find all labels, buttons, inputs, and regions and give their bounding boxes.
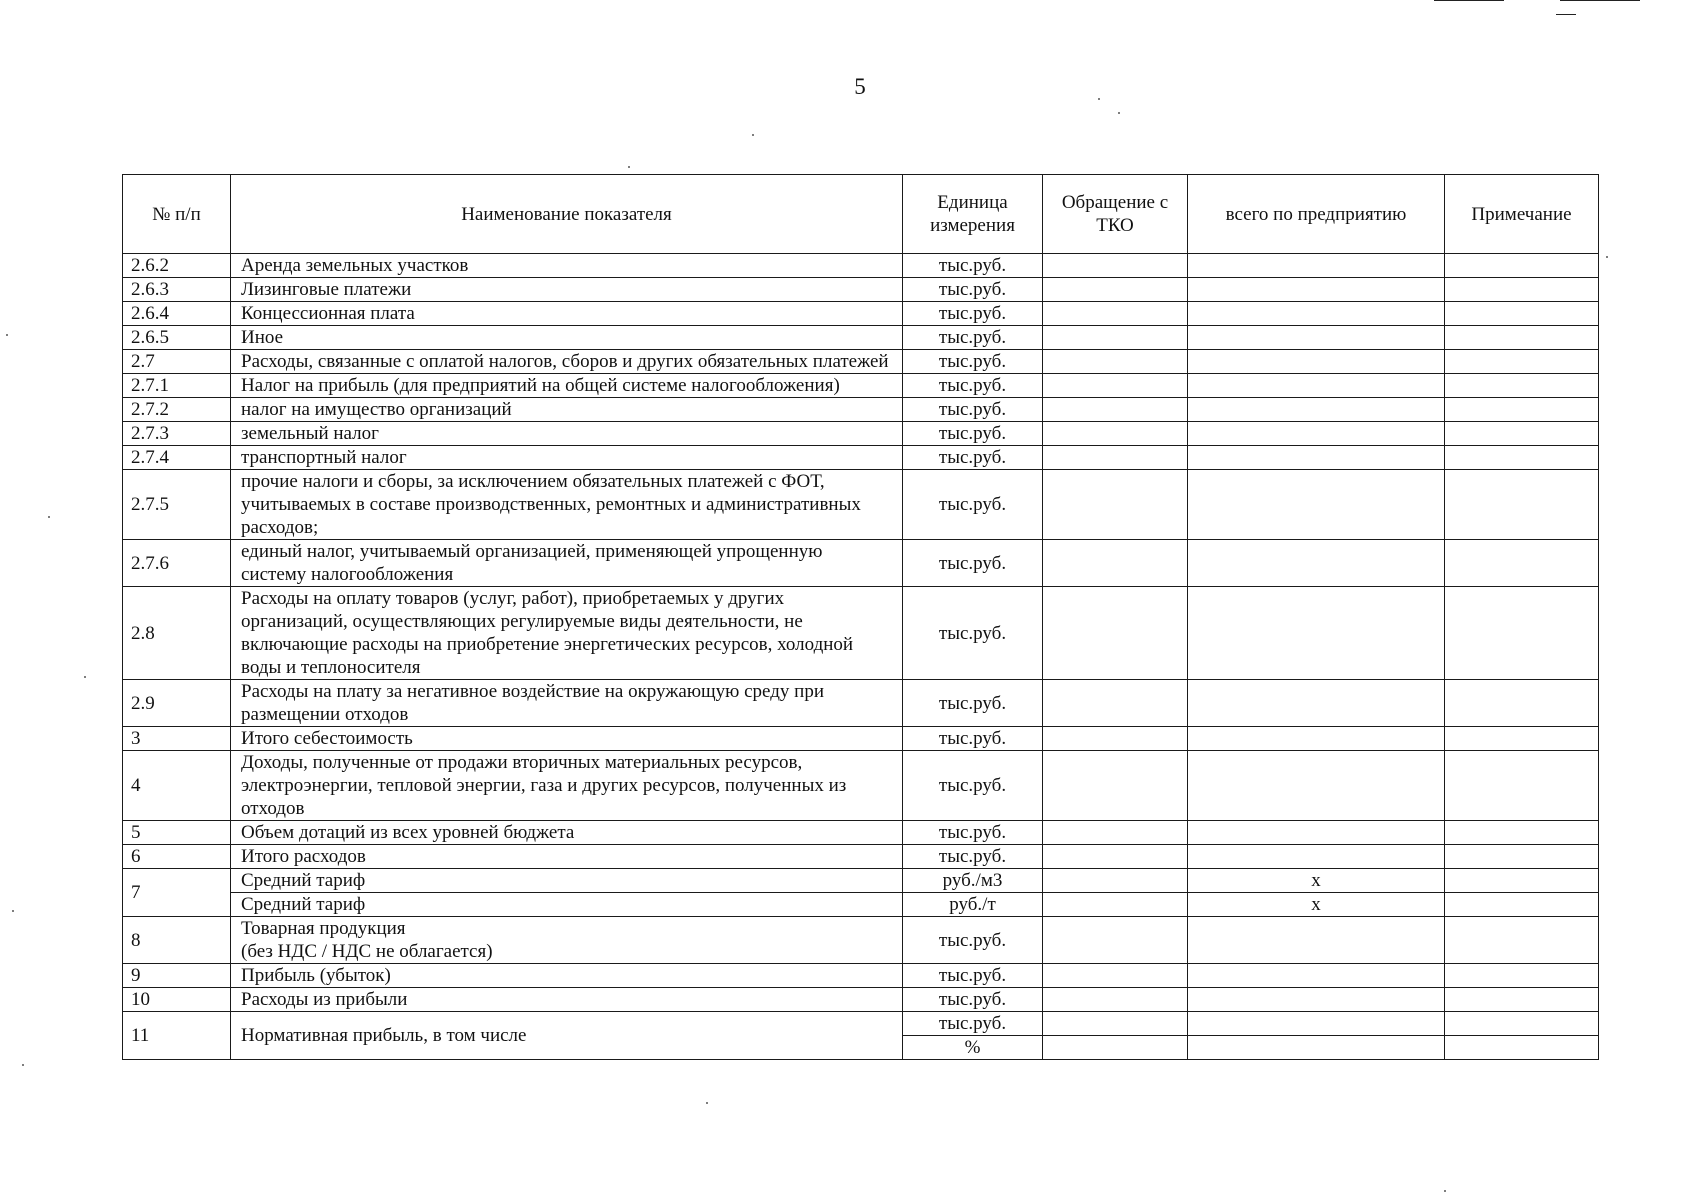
cell-note [1445, 964, 1599, 988]
row-num: 2.9 [123, 680, 231, 727]
row-unit: тыс.руб. [903, 917, 1043, 964]
cell-note [1445, 680, 1599, 727]
scan-artifact-dot [84, 676, 86, 678]
scan-artifact-dot [12, 910, 14, 912]
row-name: Аренда земельных участков [231, 254, 903, 278]
scan-artifact-dot [1606, 256, 1608, 258]
cell-tko [1043, 446, 1188, 470]
row-num: 2.7.3 [123, 422, 231, 446]
row-name: Средний тариф [231, 893, 903, 917]
row-unit: тыс.руб. [903, 680, 1043, 727]
row-name: Итого себестоимость [231, 727, 903, 751]
row-unit: тыс.руб. [903, 254, 1043, 278]
table-row [123, 446, 1599, 470]
scan-artifact-line [1560, 0, 1640, 1]
row-num: 2.6.3 [123, 278, 231, 302]
row-name: единый налог, учитываемый организацией, применяющей упрощенную систему налогообложения [231, 540, 903, 587]
cell-note [1445, 422, 1599, 446]
row-name: Расходы на оплату товаров (услуг, работ), приобретаемых у других организаций, осуществляющих регулируемые виды деятельности, не включающие расходы на приобретение энергетических ресурсов, холодной воды и теплоносителя [231, 587, 903, 680]
row-num: 2.6.5 [123, 326, 231, 350]
row-num: 10 [123, 988, 231, 1012]
cell-note [1445, 869, 1599, 893]
cell-note [1445, 540, 1599, 587]
row-name: Лизинговые платежи [231, 278, 903, 302]
cell-total: х [1188, 869, 1445, 893]
row-name: прочие налоги и сборы, за исключением обязательных платежей с ФОТ, учитываемых в составе производственных, ремонтных и административных расходов; [231, 470, 903, 540]
cell-total [1188, 350, 1445, 374]
scan-artifact-dot [6, 334, 8, 336]
row-name: Товарная продукция (без НДС / НДС не облагается) [231, 917, 903, 964]
cell-total: х [1188, 893, 1445, 917]
cell-tko [1043, 374, 1188, 398]
cell-total [1188, 821, 1445, 845]
row-unit: тыс.руб. [903, 278, 1043, 302]
row-num: 2.7.1 [123, 374, 231, 398]
cell-note [1445, 470, 1599, 540]
scan-artifact-dot [1098, 98, 1100, 100]
row-num: 4 [123, 751, 231, 821]
row-num: 8 [123, 917, 231, 964]
cell-tko [1043, 302, 1188, 326]
cell-tko [1043, 254, 1188, 278]
scan-artifact-line [1556, 14, 1576, 15]
row-unit: тыс.руб. [903, 302, 1043, 326]
cell-total [1188, 845, 1445, 869]
table-row [123, 254, 1599, 278]
row-num: 9 [123, 964, 231, 988]
cell-note [1445, 727, 1599, 751]
cell-note [1445, 398, 1599, 422]
row-unit: тыс.руб. [903, 446, 1043, 470]
col-header-tko: Обращение с ТКО [1043, 175, 1188, 254]
cell-total [1188, 326, 1445, 350]
cell-total [1188, 751, 1445, 821]
cell-note [1445, 845, 1599, 869]
cell-tko [1043, 587, 1188, 680]
table-row [123, 869, 1599, 893]
table-row [123, 422, 1599, 446]
cell-tko [1043, 727, 1188, 751]
row-num: 3 [123, 727, 231, 751]
table-row [123, 964, 1599, 988]
cell-total [1188, 422, 1445, 446]
table-row [123, 470, 1599, 540]
row-name: земельный налог [231, 422, 903, 446]
col-header-num: № п/п [123, 175, 231, 254]
cell-total [1188, 917, 1445, 964]
table-row [123, 374, 1599, 398]
table-row [123, 1012, 1599, 1036]
cell-total [1188, 398, 1445, 422]
table-row [123, 587, 1599, 680]
cell-total [1188, 278, 1445, 302]
cell-tko [1043, 869, 1188, 893]
table-row [123, 988, 1599, 1012]
table-row [123, 398, 1599, 422]
indicators-table [122, 174, 1599, 1060]
scan-artifact-dot [1444, 1190, 1446, 1192]
cell-total [1188, 254, 1445, 278]
cell-note [1445, 988, 1599, 1012]
row-name: Объем дотаций из всех уровней бюджета [231, 821, 903, 845]
row-unit: тыс.руб. [903, 587, 1043, 680]
table-row [123, 302, 1599, 326]
scan-artifact-dot [48, 516, 50, 518]
row-num: 2.7.5 [123, 470, 231, 540]
table-row [123, 751, 1599, 821]
scan-artifact-line [1434, 0, 1504, 1]
row-num: 2.7.6 [123, 540, 231, 587]
scan-artifact-dot [1118, 112, 1120, 114]
table-row [123, 727, 1599, 751]
cell-note [1445, 587, 1599, 680]
cell-note [1445, 278, 1599, 302]
row-name: Средний тариф [231, 869, 903, 893]
cell-tko [1043, 470, 1188, 540]
col-header-name: Наименование показателя [231, 175, 903, 254]
row-unit: тыс.руб. [903, 422, 1043, 446]
scan-artifact-dot [752, 134, 754, 136]
row-name: транспортный налог [231, 446, 903, 470]
cell-tko [1043, 1012, 1188, 1036]
row-unit: руб./т [903, 893, 1043, 917]
cell-total [1188, 1036, 1445, 1060]
col-header-unit: Единица измерения [903, 175, 1043, 254]
cell-total [1188, 470, 1445, 540]
cell-tko [1043, 398, 1188, 422]
row-unit: тыс.руб. [903, 350, 1043, 374]
row-unit: тыс.руб. [903, 540, 1043, 587]
row-unit: тыс.руб. [903, 470, 1043, 540]
row-unit: тыс.руб. [903, 821, 1043, 845]
row-name: Доходы, полученные от продажи вторичных материальных ресурсов, электроэнергии, тепловой энергии, газа и других ресурсов, полученных из отходов [231, 751, 903, 821]
row-num: 2.8 [123, 587, 231, 680]
table-row [123, 326, 1599, 350]
cell-note [1445, 917, 1599, 964]
cell-tko [1043, 680, 1188, 727]
row-unit: тыс.руб. [903, 1012, 1043, 1036]
cell-total [1188, 446, 1445, 470]
cell-tko [1043, 845, 1188, 869]
cell-total [1188, 540, 1445, 587]
row-unit: % [903, 1036, 1043, 1060]
row-name: Концессионная плата [231, 302, 903, 326]
page-number: 5 [854, 74, 866, 99]
cell-note [1445, 1012, 1599, 1036]
cell-total [1188, 1012, 1445, 1036]
table-row [123, 845, 1599, 869]
row-num: 7 [123, 869, 231, 917]
cell-note [1445, 350, 1599, 374]
row-unit: тыс.руб. [903, 326, 1043, 350]
row-num: 2.6.2 [123, 254, 231, 278]
cell-total [1188, 680, 1445, 727]
row-name: Расходы, связанные с оплатой налогов, сборов и других обязательных платежей [231, 350, 903, 374]
row-unit: руб./м3 [903, 869, 1043, 893]
table-row [123, 350, 1599, 374]
row-unit: тыс.руб. [903, 727, 1043, 751]
row-name: Расходы из прибыли [231, 988, 903, 1012]
col-header-note: Примечание [1445, 175, 1599, 254]
cell-note [1445, 374, 1599, 398]
row-unit: тыс.руб. [903, 751, 1043, 821]
table-row [123, 680, 1599, 727]
table-row [123, 893, 1599, 917]
cell-note [1445, 893, 1599, 917]
cell-tko [1043, 278, 1188, 302]
row-num: 2.7 [123, 350, 231, 374]
cell-tko [1043, 917, 1188, 964]
cell-tko [1043, 540, 1188, 587]
scan-artifact-dot [706, 1102, 708, 1104]
cell-note [1445, 821, 1599, 845]
cell-note [1445, 751, 1599, 821]
row-num: 5 [123, 821, 231, 845]
cell-note [1445, 1036, 1599, 1060]
row-num: 2.7.2 [123, 398, 231, 422]
row-name: Иное [231, 326, 903, 350]
cell-total [1188, 727, 1445, 751]
cell-tko [1043, 326, 1188, 350]
table-header-row [123, 175, 1599, 254]
scan-artifact-dot [628, 166, 630, 168]
table-row [123, 917, 1599, 964]
col-header-total: всего по предприятию [1188, 175, 1445, 254]
row-num: 2.7.4 [123, 446, 231, 470]
cell-note [1445, 326, 1599, 350]
row-unit: тыс.руб. [903, 845, 1043, 869]
cell-tko [1043, 1036, 1188, 1060]
cell-note [1445, 446, 1599, 470]
cell-total [1188, 374, 1445, 398]
row-name: Итого расходов [231, 845, 903, 869]
scan-artifact-dot [22, 1064, 24, 1066]
cell-tko [1043, 964, 1188, 988]
cell-total [1188, 587, 1445, 680]
row-name: Расходы на плату за негативное воздействие на окружающую среду при размещении отходов [231, 680, 903, 727]
row-name: Нормативная прибыль, в том числе [231, 1012, 903, 1060]
cell-tko [1043, 751, 1188, 821]
cell-note [1445, 254, 1599, 278]
cell-note [1445, 302, 1599, 326]
cell-tko [1043, 893, 1188, 917]
cell-tko [1043, 422, 1188, 446]
row-unit: тыс.руб. [903, 988, 1043, 1012]
cell-total [1188, 964, 1445, 988]
row-name: налог на имущество организаций [231, 398, 903, 422]
row-num: 6 [123, 845, 231, 869]
cell-tko [1043, 988, 1188, 1012]
row-unit: тыс.руб. [903, 964, 1043, 988]
row-name: Налог на прибыль (для предприятий на общей системе налогообложения) [231, 374, 903, 398]
cell-tko [1043, 350, 1188, 374]
cell-tko [1043, 821, 1188, 845]
row-name: Прибыль (убыток) [231, 964, 903, 988]
row-num: 2.6.4 [123, 302, 231, 326]
table-row [123, 821, 1599, 845]
cell-total [1188, 302, 1445, 326]
table-row [123, 278, 1599, 302]
row-unit: тыс.руб. [903, 398, 1043, 422]
cell-total [1188, 988, 1445, 1012]
row-num: 11 [123, 1012, 231, 1060]
table-row [123, 540, 1599, 587]
row-unit: тыс.руб. [903, 374, 1043, 398]
